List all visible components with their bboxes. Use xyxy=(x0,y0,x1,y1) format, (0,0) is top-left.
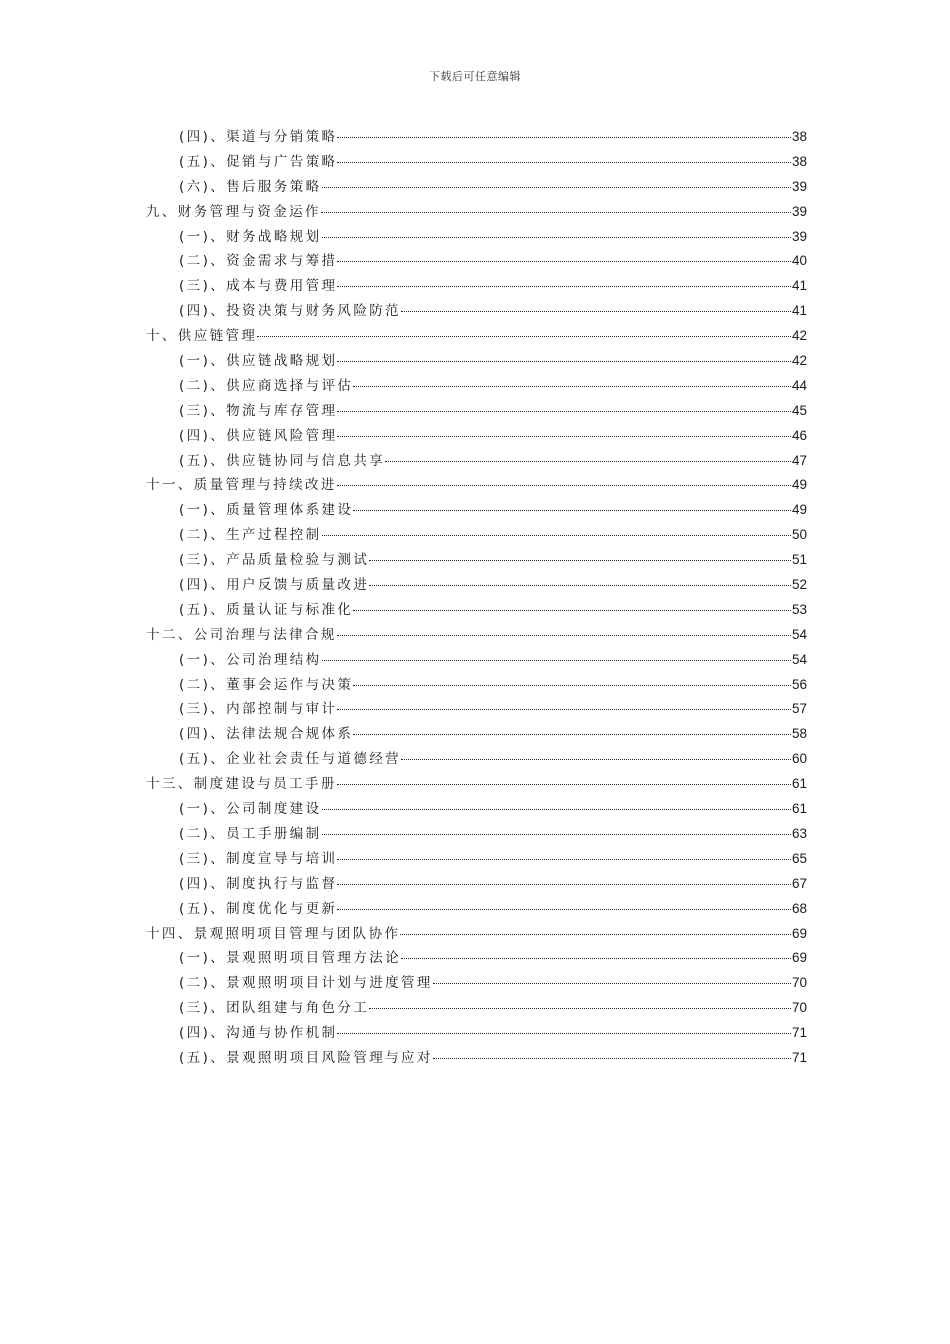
toc-entry-title: (五)、供应链协同与信息共享 xyxy=(179,452,386,469)
toc-dot-leader xyxy=(369,560,791,561)
toc-dot-leader xyxy=(321,212,791,213)
toc-page-number: 61 xyxy=(791,776,807,792)
toc-section-entry[interactable] xyxy=(146,274,807,299)
toc-page-number: 39 xyxy=(791,203,807,219)
toc-entry-title: (四)、供应链风险管理 xyxy=(179,427,338,444)
toc-dot-leader xyxy=(400,934,791,935)
toc-page-number: 44 xyxy=(791,377,807,393)
toc-page-number: 39 xyxy=(791,228,807,244)
toc-section-entry[interactable] xyxy=(146,822,807,847)
toc-section-entry[interactable] xyxy=(146,249,807,274)
toc-entry-title: (二)、员工手册编制 xyxy=(179,825,322,842)
toc-dot-leader xyxy=(337,286,791,287)
toc-page-number: 49 xyxy=(791,502,807,518)
toc-section-entry[interactable] xyxy=(146,946,807,971)
toc-page-number: 57 xyxy=(791,701,807,717)
toc-page-number: 67 xyxy=(791,875,807,891)
toc-section-entry[interactable] xyxy=(146,1046,807,1071)
toc-dot-leader xyxy=(322,187,791,188)
toc-dot-leader xyxy=(353,610,791,611)
toc-entry-title: (一)、财务战略规划 xyxy=(179,228,322,245)
toc-page-number: 71 xyxy=(791,1049,807,1065)
toc-dot-leader xyxy=(353,734,791,735)
toc-page-number: 71 xyxy=(791,1025,807,1041)
toc-section-entry[interactable] xyxy=(146,150,807,175)
toc-entry-title: 十三、制度建设与员工手册 xyxy=(146,776,337,793)
toc-page-number: 63 xyxy=(791,825,807,841)
toc-page-number: 69 xyxy=(791,925,807,941)
toc-page-number: 42 xyxy=(791,328,807,344)
toc-entry-title: (四)、沟通与协作机制 xyxy=(179,1025,338,1042)
toc-entry-title: (二)、资金需求与筹措 xyxy=(179,253,338,270)
toc-page-number: 51 xyxy=(791,552,807,568)
toc-entry-title: (三)、成本与费用管理 xyxy=(179,278,338,295)
toc-section-entry[interactable] xyxy=(146,299,807,324)
toc-section-entry[interactable] xyxy=(146,797,807,822)
toc-dot-leader xyxy=(353,386,791,387)
toc-entry-title: 十、供应链管理 xyxy=(146,328,258,345)
toc-section-entry[interactable] xyxy=(146,374,807,399)
toc-page-number: 54 xyxy=(791,626,807,642)
toc-entry-title: 十一、质量管理与持续改进 xyxy=(146,477,337,494)
toc-entry-title: (三)、内部控制与审计 xyxy=(179,701,338,718)
toc-page-number: 61 xyxy=(791,801,807,817)
toc-entry-title: (三)、产品质量检验与测试 xyxy=(179,552,370,569)
toc-entry-title: (一)、景观照明项目管理方法论 xyxy=(179,950,402,967)
toc-dot-leader xyxy=(337,709,791,710)
toc-entry-title: (二)、供应商选择与评估 xyxy=(179,377,354,394)
toc-page-number: 47 xyxy=(791,452,807,468)
toc-dot-leader xyxy=(337,137,791,138)
toc-dot-leader xyxy=(337,436,791,437)
toc-section-entry[interactable] xyxy=(146,722,807,747)
toc-entry-title: (四)、用户反馈与质量改进 xyxy=(179,577,370,594)
table-of-contents xyxy=(146,125,807,1071)
toc-dot-leader xyxy=(337,784,791,785)
toc-dot-leader xyxy=(337,1033,791,1034)
toc-section-entry[interactable] xyxy=(146,996,807,1021)
toc-section-entry[interactable] xyxy=(146,449,807,474)
toc-dot-leader xyxy=(385,461,791,462)
toc-dot-leader xyxy=(337,635,791,636)
toc-page-number: 49 xyxy=(791,477,807,493)
toc-page-number: 41 xyxy=(791,278,807,294)
toc-entry-title: (三)、团队组建与角色分工 xyxy=(179,1000,370,1017)
toc-entry-title: (二)、生产过程控制 xyxy=(179,527,322,544)
toc-page-number: 68 xyxy=(791,900,807,916)
toc-page-number: 41 xyxy=(791,303,807,319)
toc-dot-leader xyxy=(433,1058,791,1059)
toc-page-number: 70 xyxy=(791,975,807,991)
toc-dot-leader xyxy=(337,261,791,262)
toc-entry-title: 十二、公司治理与法律合规 xyxy=(146,626,337,643)
toc-entry-title: (三)、制度宣导与培训 xyxy=(179,850,338,867)
toc-entry-title: (四)、制度执行与监督 xyxy=(179,875,338,892)
toc-dot-leader xyxy=(337,884,791,885)
toc-dot-leader xyxy=(337,411,791,412)
toc-dot-leader xyxy=(257,336,791,337)
toc-section-entry[interactable] xyxy=(146,1021,807,1046)
toc-section-entry[interactable] xyxy=(146,598,807,623)
toc-section-entry[interactable] xyxy=(146,424,807,449)
toc-entry-title: 九、财务管理与资金运作 xyxy=(146,203,321,220)
toc-entry-title: (一)、供应链战略规划 xyxy=(179,353,338,370)
toc-page-number: 45 xyxy=(791,402,807,418)
toc-entry-title: (四)、投资决策与财务风险防范 xyxy=(179,303,402,320)
toc-chapter-entry[interactable] xyxy=(146,772,807,797)
toc-page-number: 42 xyxy=(791,353,807,369)
toc-page-number: 56 xyxy=(791,676,807,692)
toc-entry-title: (六)、售后服务策略 xyxy=(179,178,322,195)
toc-entry-title: (三)、物流与库存管理 xyxy=(179,402,338,419)
toc-entry-title: (一)、公司制度建设 xyxy=(179,801,322,818)
toc-chapter-entry[interactable] xyxy=(146,623,807,648)
toc-dot-leader xyxy=(322,834,791,835)
toc-dot-leader xyxy=(322,809,791,810)
toc-section-entry[interactable] xyxy=(146,971,807,996)
toc-dot-leader xyxy=(337,162,791,163)
toc-section-entry[interactable] xyxy=(146,175,807,200)
toc-page-number: 50 xyxy=(791,527,807,543)
toc-page-number: 54 xyxy=(791,651,807,667)
toc-section-entry[interactable] xyxy=(146,897,807,922)
toc-chapter-entry[interactable] xyxy=(146,200,807,225)
toc-page-number: 52 xyxy=(791,577,807,593)
toc-page-number: 58 xyxy=(791,726,807,742)
toc-chapter-entry[interactable] xyxy=(146,922,807,947)
toc-page-number: 46 xyxy=(791,427,807,443)
toc-entry-title: (五)、促销与广告策略 xyxy=(179,153,338,170)
toc-dot-leader xyxy=(337,859,791,860)
toc-dot-leader xyxy=(337,361,791,362)
toc-page-number: 38 xyxy=(791,153,807,169)
toc-entry-title: (五)、质量认证与标准化 xyxy=(179,601,354,618)
toc-page-number: 39 xyxy=(791,178,807,194)
page-header: 下载后可任意编辑 xyxy=(429,70,521,83)
toc-section-entry[interactable] xyxy=(146,872,807,897)
toc-section-entry[interactable] xyxy=(146,573,807,598)
toc-dot-leader xyxy=(322,535,791,536)
toc-section-entry[interactable] xyxy=(146,349,807,374)
toc-entry-title: (五)、制度优化与更新 xyxy=(179,900,338,917)
toc-page-number: 65 xyxy=(791,850,807,866)
toc-entry-title: (四)、法律法规合规体系 xyxy=(179,726,354,743)
toc-entry-title: (一)、公司治理结构 xyxy=(179,651,322,668)
toc-dot-leader xyxy=(401,958,791,959)
toc-dot-leader xyxy=(401,759,791,760)
toc-dot-leader xyxy=(337,485,791,486)
toc-dot-leader xyxy=(433,983,791,984)
toc-dot-leader xyxy=(401,311,791,312)
toc-section-entry[interactable] xyxy=(146,498,807,523)
toc-dot-leader xyxy=(337,909,791,910)
toc-dot-leader xyxy=(369,585,791,586)
toc-section-entry[interactable] xyxy=(146,648,807,673)
toc-section-entry[interactable] xyxy=(146,747,807,772)
toc-dot-leader xyxy=(322,660,791,661)
toc-entry-title: (五)、景观照明项目风险管理与应对 xyxy=(179,1049,433,1066)
toc-chapter-entry[interactable] xyxy=(146,473,807,498)
toc-page-number: 40 xyxy=(791,253,807,269)
toc-section-entry[interactable] xyxy=(146,523,807,548)
toc-section-entry[interactable] xyxy=(146,673,807,698)
toc-entry-title: (二)、董事会运作与决策 xyxy=(179,676,354,693)
toc-dot-leader xyxy=(353,685,791,686)
toc-page-number: 70 xyxy=(791,1000,807,1016)
toc-dot-leader xyxy=(322,237,791,238)
toc-section-entry[interactable] xyxy=(146,548,807,573)
toc-section-entry[interactable] xyxy=(146,225,807,250)
toc-section-entry[interactable] xyxy=(146,697,807,722)
toc-section-entry[interactable] xyxy=(146,847,807,872)
toc-entry-title: (一)、质量管理体系建设 xyxy=(179,502,354,519)
toc-entry-title: (四)、渠道与分销策略 xyxy=(179,129,338,145)
toc-page-number: 38 xyxy=(791,129,807,144)
toc-dot-leader xyxy=(369,1008,791,1009)
toc-section-entry[interactable] xyxy=(146,399,807,424)
toc-page-number: 69 xyxy=(791,950,807,966)
toc-dot-leader xyxy=(353,510,791,511)
toc-entry-title: (五)、企业社会责任与道德经营 xyxy=(179,751,402,768)
toc-page-number: 53 xyxy=(791,601,807,617)
toc-page-number: 60 xyxy=(791,751,807,767)
toc-chapter-entry[interactable] xyxy=(146,324,807,349)
toc-entry-title: (二)、景观照明项目计划与进度管理 xyxy=(179,975,433,992)
toc-section-entry[interactable] xyxy=(146,125,807,150)
toc-entry-title: 十四、景观照明项目管理与团队协作 xyxy=(146,925,401,942)
